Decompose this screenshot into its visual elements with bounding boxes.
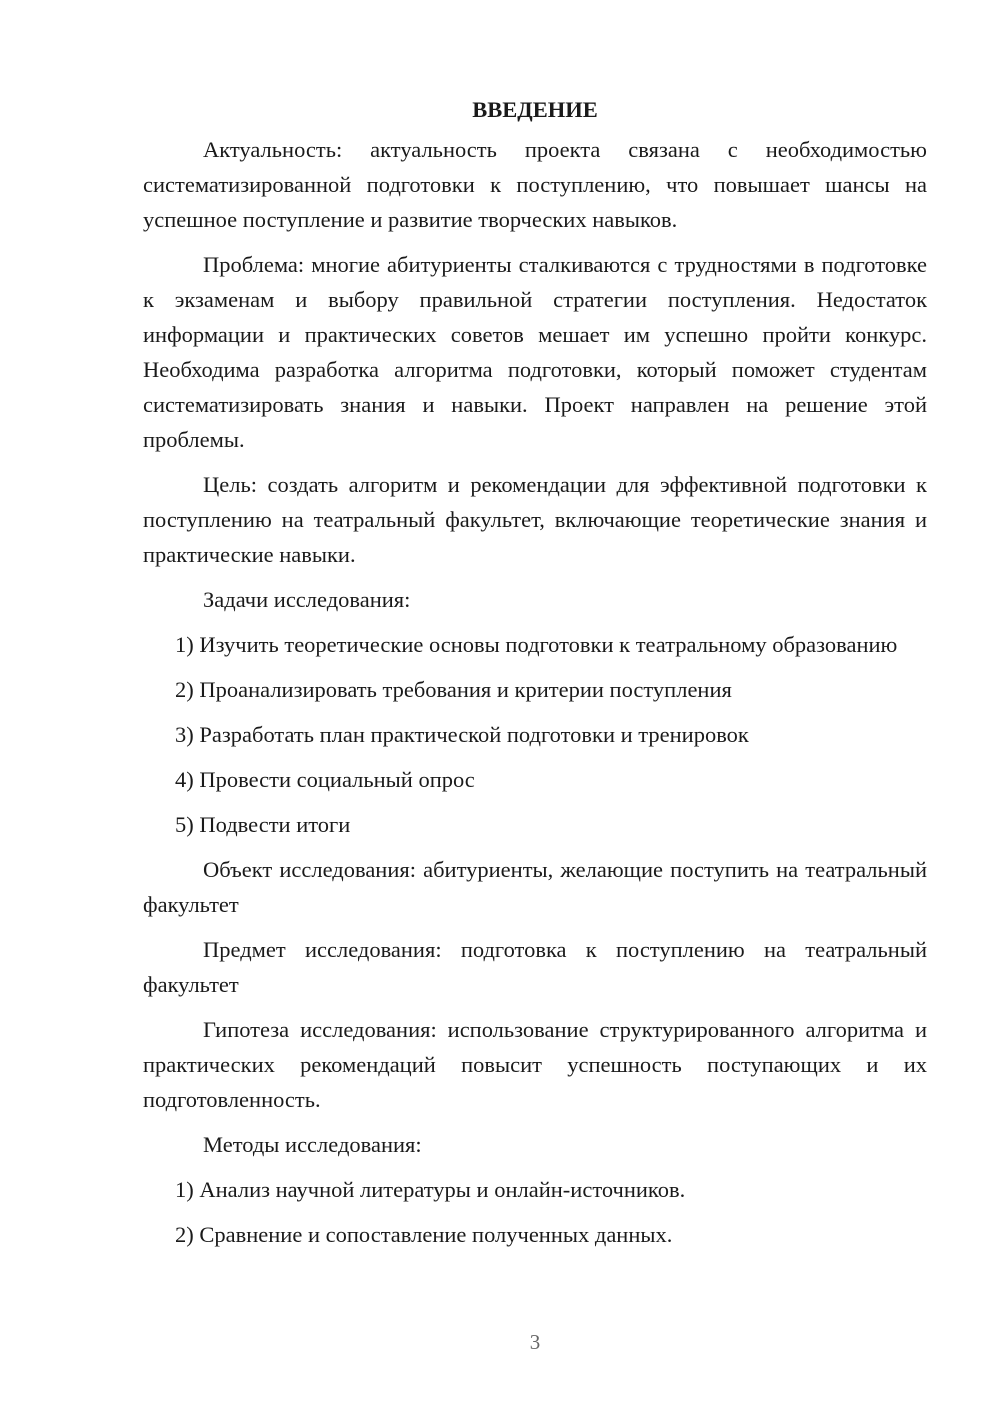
section-title: ВВЕДЕНИЕ: [472, 97, 598, 122]
list-item: 5) Подвести итоги: [175, 812, 351, 837]
problem-paragraph: Проблема: многие абитуриенты сталкиваются с трудностями в подготовке к экзаменам и выбору правильной стратегии поступления. Недостаток информации и практических советов мешает им успешно пройти конкурс. Необходима разработка алгоритма подготовки, который поможет студентам систематизировать знания и навыки. Проект направлен на решение этой проблемы.: [143, 252, 927, 452]
list-item: 4) Провести социальный опрос: [175, 767, 475, 792]
list-item: 3) Разработать план практической подготовки и тренировок: [175, 722, 749, 747]
methods-list: [143, 1172, 927, 1252]
page-content: [143, 92, 927, 1252]
methods-heading: Методы исследования:: [203, 1132, 422, 1157]
list-item: 1) Анализ научной литературы и онлайн-источников.: [175, 1177, 686, 1202]
goal-paragraph: Цель: создать алгоритм и рекомендации для эффективной подготовки к поступлению на театральный факультет, включающие теоретические знания и практические навыки.: [143, 472, 927, 567]
hypothesis-paragraph: Гипотеза исследования: использование структурированного алгоритма и практических рекомендаций повысит успешность поступающих и их подготовленность.: [143, 1017, 927, 1112]
page-number: 3: [529, 1330, 541, 1354]
tasks-list: [143, 627, 927, 842]
list-item: 2) Сравнение и сопоставление полученных данных.: [175, 1222, 673, 1247]
list-item: 2) Проанализировать требования и критерии поступления: [175, 677, 732, 702]
list-item: 1) Изучить теоретические основы подготовки к театральному образованию: [175, 632, 898, 657]
object-paragraph: Объект исследования: абитуриенты, желающие поступить на театральный факультет: [143, 857, 927, 917]
subject-paragraph: Предмет исследования: подготовка к поступлению на театральный факультет: [143, 937, 927, 997]
relevance-paragraph: Актуальность: актуальность проекта связана с необходимостью систематизированной подготовки к поступлению, что повышает шансы на успешное поступление и развитие творческих навыков.: [143, 137, 927, 232]
tasks-heading: Задачи исследования:: [203, 587, 411, 612]
